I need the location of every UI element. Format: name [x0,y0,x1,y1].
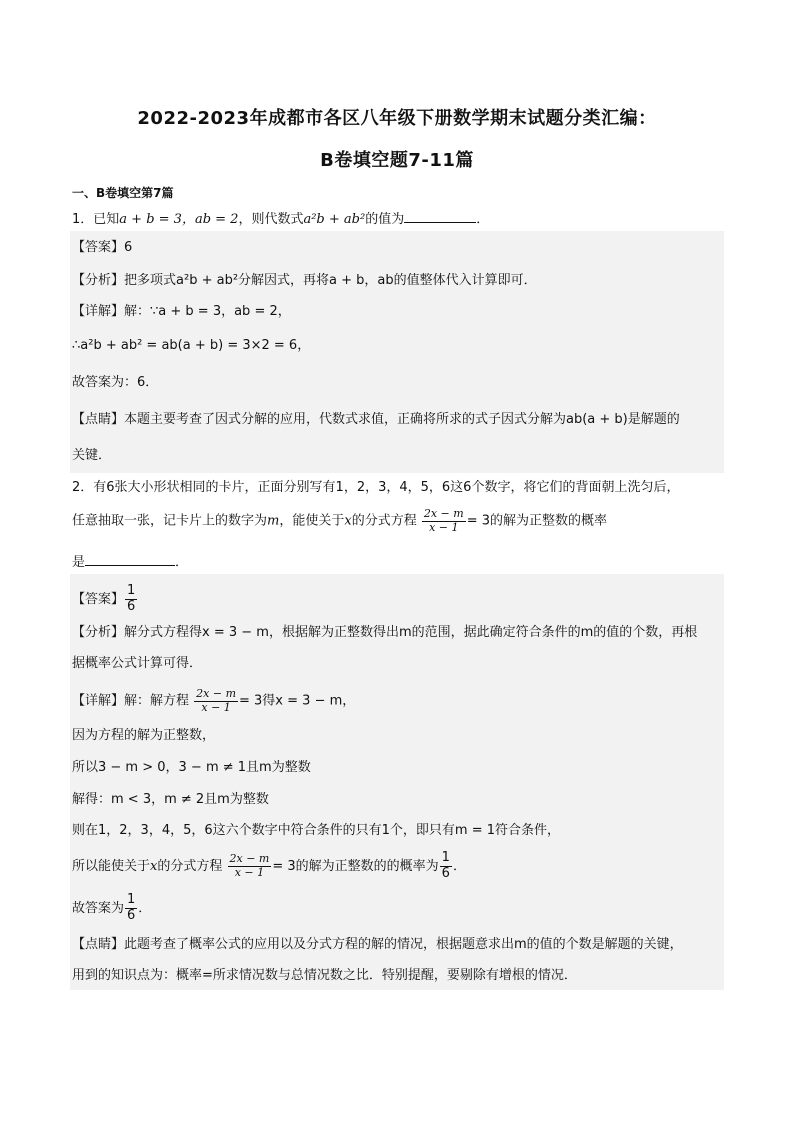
analysis-tag: 【分析】 [72,625,125,640]
fraction-denominator: x − 1 [201,700,231,714]
q2-detail-text-7b: ． [138,900,152,916]
fraction-denominator: 6 [127,598,136,614]
fraction-denominator: 6 [441,865,450,881]
fraction-denominator: x − 1 [429,520,459,534]
q2-stem-text-d: 的解为正整数的概率 [490,513,608,529]
document-title-line-2: B卷填空题7-11篇 [320,150,474,171]
q2-stem-text-b: ，能使关于 [279,513,345,529]
q2-analysis-text: 解分式方程得x = 3 − m，根据解为正整数得出m的范围，据此确定符合条件的m的值的个数，再根 [124,625,698,640]
q2-detail-text-6a: 所以能使关于 [72,858,151,874]
q1-comment-text: 本题主要考查了因式分解的应用，代数式求值，正确将所求的式子因式分解为ab(a + b)是解题的 [124,412,680,427]
q2-detail-text-1b: = 3得x = 3 − m， [239,693,356,709]
fraction-numerator: 2x − m [229,852,270,866]
fraction-denominator: x − 1 [234,865,265,879]
q1-answer [72,241,724,254]
answer-blank [404,210,476,223]
q2-var-m: m [267,513,280,529]
answer-tag: 【答案】 [72,240,125,255]
q1-stem [72,210,724,226]
fraction-numerator: 1 [441,850,450,865]
q1-analysis-text: 把多项式a²b + ab²分解因式，再将a + b，ab的值整体代入计算即可． [124,273,537,288]
q2-stem-text-c: 的分式方程 [351,513,417,529]
q1-detail-2: ∴a²b + ab² = ab(a + b) = 3×2 = 6， [72,338,311,353]
q2-detail-7 [72,893,724,924]
q1-stem-text-c: 的值为 [365,212,405,227]
q2-equation-rhs: = 3 [466,513,490,529]
q2-comment-2: 用到的知识点为：概率=所求情况数与总情况数之比．特别提醒，要剔除有增根的情况． [72,968,577,983]
q1-detail-1 [72,305,724,318]
q2-var-x: x [150,858,158,874]
q2-probability-fraction [440,851,452,882]
q1-expression: a²b + ab² [303,212,366,227]
q2-detail-2: 因为方程的解为正整数， [72,728,216,743]
q2-detail-fraction-2 [228,853,272,879]
q2-answer [72,584,724,615]
comment-tag: 【点睛】 [72,412,125,427]
answer-blank [85,553,175,566]
q2-equation-fraction [422,508,466,534]
q2-detail-text-6b: 的分式方程 [157,858,223,874]
q1-comment-1 [72,413,724,426]
fraction-denominator: 6 [127,907,136,923]
q2-detail-1 [72,688,724,714]
q1-detail-text-1: 解：∵a + b = 3，ab = 2， [124,304,291,319]
q1-condition: a + b = 3，ab = 2 [119,212,239,227]
q2-detail-6 [72,851,724,882]
q2-detail-text-6c: = 3的解为正整数的的概率为 [272,858,439,874]
q1-stem-end: ． [476,212,490,227]
answer-tag: 【答案】 [72,591,125,607]
q2-detail-4: 解得：m < 3，m ≠ 2且m为整数 [72,792,269,807]
q2-detail-3: 所以3 − m > 0，3 − m ≠ 1且m为整数 [72,760,311,775]
q2-stem-text-3: 是 [72,555,86,570]
q2-detail-fraction [194,688,238,714]
q1-stem-text-a: 1．已知 [72,212,120,227]
q2-comment-text: 此题考查了概率公式的应用以及分式方程的解的情况，根据题意求出m的值的个数是解题的关键， [124,937,683,952]
comment-tag: 【点睛】 [72,937,125,952]
q1-answer-value: 6 [124,240,133,255]
q2-stem-text-a: 任意抽取一张，记卡片上的数字为 [72,513,268,529]
detail-tag: 【详解】 [72,304,125,319]
q2-detail-text-7a: 故答案为 [72,900,125,916]
q2-comment-1 [72,938,724,951]
analysis-tag: 【分析】 [72,273,125,288]
fraction-numerator: 1 [127,892,136,907]
q2-stem-3 [72,553,724,569]
q2-detail-5: 则在1，2，3，4，5，6这六个数字中符合条件的只有1个，即只有m = 1符合条件， [72,823,560,838]
q2-var-x: x [344,513,352,529]
q2-detail-text-1a: 解：解方程 [124,693,190,709]
fraction-numerator: 2x − m [196,687,237,700]
q1-comment-2: 关键． [72,448,112,463]
fraction-numerator: 2x − m [423,507,464,520]
q2-stem-2 [72,508,724,534]
q2-analysis-2: 据概率公式计算可得． [72,656,203,671]
q1-analysis [72,274,724,287]
q2-answer-fraction [125,584,137,615]
fraction-numerator: 1 [127,583,136,598]
q2-stem-end: ． [175,555,189,570]
q2-analysis-1 [72,626,724,639]
q1-stem-text-b: ，则代数式 [238,212,304,227]
q1-detail-3: 故答案为：6． [72,375,159,390]
document-title-line-1: 2022-2023年成都市各区八年级下册数学期末试题分类汇编： [137,108,657,129]
q2-detail-text-6d: ． [452,858,466,874]
q2-final-fraction [125,893,137,924]
q2-stem-1: 2．有6张大小形状相同的卡片，正面分别写有1，2，3，4，5，6这6个数字，将它们的背面朝上洗匀后， [72,480,680,495]
detail-tag: 【详解】 [72,693,125,709]
section-heading: 一、B卷填空第7篇 [72,186,174,200]
